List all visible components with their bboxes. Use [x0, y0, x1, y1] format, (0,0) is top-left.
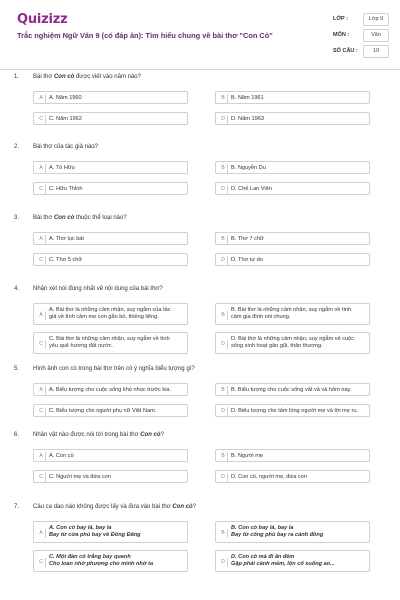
question-text [33, 366, 195, 372]
question-text-part: ? [192, 504, 197, 510]
option-text: D. Biểu tượng cho tấm lòng người mẹ và lời mẹ ru. [231, 408, 359, 414]
question-text-part: Bài thơ [33, 74, 54, 80]
meta-value-grade: Lớp 9 [363, 13, 389, 26]
option-letter-box: C [37, 340, 46, 349]
question-text [33, 286, 163, 292]
question-text-part: được viết vào năm nào? [74, 74, 141, 80]
option-letter-box: A [37, 529, 46, 538]
meta-row-question-count [333, 45, 393, 59]
option-text: D. Chế Lan Viên [231, 186, 272, 192]
worksheet-meta [333, 13, 393, 61]
option-letter-box: D [219, 473, 228, 482]
option-text-line: D. Con cò mà đi ăn đêm [231, 554, 295, 560]
option-letter-box: B [219, 386, 228, 395]
question-text-part: thuộc thể loại nào? [74, 215, 127, 221]
option-text-line: D. Bài thơ là những cảm nhận, suy ngẫm về cuộc [231, 336, 355, 342]
question-work-title: Con cò [53, 74, 75, 80]
option-letter-box: C [37, 185, 46, 194]
option-letter-box: C [37, 407, 46, 416]
answer-option-b[interactable] [215, 303, 370, 325]
answer-option-c[interactable] [33, 253, 188, 266]
option-text [231, 336, 366, 350]
answer-option-a[interactable] [33, 232, 188, 245]
header-divider [0, 69, 400, 70]
answer-option-b[interactable] [215, 521, 370, 543]
option-text [231, 525, 366, 539]
question-text-part: Câu ca dao nào không được lấy và đưa vào bài thơ [33, 504, 173, 510]
meta-label: SỐ CÂU : [333, 48, 358, 54]
answer-option-c[interactable] [33, 112, 188, 125]
option-letter-box: A [37, 164, 46, 173]
option-text [49, 336, 184, 350]
question-text [33, 432, 164, 438]
option-letter-box: A [37, 235, 46, 244]
answer-option-a[interactable] [33, 161, 188, 174]
option-text [231, 307, 366, 321]
option-letter-box: C [37, 256, 46, 265]
answer-option-a[interactable] [33, 91, 188, 104]
option-letter-box: A [37, 94, 46, 103]
question-number: 5. [14, 366, 20, 372]
option-text: D. Năm 1963 [231, 116, 264, 122]
option-text-line: Gặp phải cành mềm, lộn cổ xuống ao... [231, 561, 335, 567]
question-text-part: Hình ảnh con cò trong bài thơ trên có ý nghĩa biểu tượng gì? [33, 366, 195, 372]
answer-option-c[interactable] [33, 404, 188, 417]
question-work-title: Con cò [172, 504, 193, 510]
option-letter-box: D [219, 115, 228, 124]
meta-label: MÔN : [333, 32, 350, 38]
answer-option-d[interactable] [215, 470, 370, 483]
answer-option-d[interactable] [215, 182, 370, 195]
answer-option-a[interactable] [33, 303, 188, 325]
question-text [33, 215, 127, 221]
answer-option-b[interactable] [215, 232, 370, 245]
option-text: D. Con cò, người mẹ, đứa con [231, 474, 307, 480]
option-text [49, 525, 184, 539]
question-text-part: Bài thơ của tác giả nào? [33, 144, 98, 150]
question-work-title: Con cò [140, 432, 161, 438]
option-text-line: sống sinh hoạt gần gũi, thân thương. [231, 343, 323, 349]
option-text: B. Thơ 7 chữ [231, 236, 264, 242]
option-text-line: giả về tình cảm mẹ con gắn bó, thiêng liêng. [49, 314, 159, 320]
option-letter-box: C [37, 473, 46, 482]
option-letter-box: B [219, 235, 228, 244]
option-text-line: cảm gia đình nói chung. [231, 314, 291, 320]
option-text-line: B. Con cò bay lả, bay la [231, 525, 294, 531]
answer-option-c[interactable] [33, 332, 188, 354]
option-text: A. Năm 1960 [49, 95, 82, 101]
question-number: 7. [14, 504, 20, 510]
option-text [231, 554, 366, 568]
option-text-line: Bay từ cổng phủ bay ra cánh đồng [231, 532, 324, 538]
meta-label: LỚP : [333, 16, 348, 22]
option-letter-box: B [219, 452, 228, 461]
answer-option-d[interactable] [215, 112, 370, 125]
option-letter-box: A [37, 452, 46, 461]
question-number: 6. [14, 432, 20, 438]
question-text [33, 504, 196, 510]
option-text: A. Thơ lục bát [49, 236, 84, 242]
option-text: C. Thơ 5 chữ [49, 257, 83, 263]
option-letter-box: B [219, 529, 228, 538]
option-letter-box: B [219, 311, 228, 320]
question-number: 2. [14, 144, 20, 150]
option-letter-box: D [219, 256, 228, 265]
answer-option-a[interactable] [33, 449, 188, 462]
option-letter-box: A [37, 386, 46, 395]
answer-option-a[interactable] [33, 521, 188, 543]
meta-value-subject: Văn [363, 29, 389, 42]
option-text-line: Bay từ cửa phủ bay về Đồng Đăng [49, 532, 141, 538]
option-letter-box: D [219, 185, 228, 194]
option-letter-box: C [37, 558, 46, 567]
option-text-line: C. Một đàn cò trắng bay quanh [49, 554, 131, 560]
option-letter-box: A [37, 311, 46, 320]
meta-row-subject [333, 29, 393, 43]
option-text-line: A. Bài thơ là những cảm nhận, suy ngẫm của tác [49, 307, 171, 313]
option-text: D. Thơ tự do [231, 257, 263, 263]
question-text-part: Nhân vật nào được nói tới trong bài thơ [33, 432, 141, 438]
answer-option-a[interactable] [33, 383, 188, 396]
option-text: A. Biểu tượng cho cuộc sống khó nhọc trước kia. [49, 387, 172, 393]
answer-option-d[interactable] [215, 404, 370, 417]
option-letter-box: B [219, 94, 228, 103]
option-text: C. Hữu Thỉnh [49, 186, 83, 192]
option-text: B. Người mẹ [231, 453, 263, 459]
answer-option-c[interactable] [33, 470, 188, 483]
answer-option-d[interactable] [215, 253, 370, 266]
option-text: B. Biểu tượng cho cuộc sống vất vả và hôm nay. [231, 387, 352, 393]
answer-option-b[interactable] [215, 449, 370, 462]
question-number: 4. [14, 286, 20, 292]
question-number: 1. [14, 74, 20, 80]
option-text-line: Cho loan nhờ phượng cho mình nhờ ta [49, 561, 154, 567]
question-text [33, 74, 141, 80]
option-text: A. Con cò [49, 453, 74, 459]
option-text: A. Tố Hữu [49, 165, 75, 171]
question-text [33, 144, 98, 150]
answer-option-c[interactable] [33, 182, 188, 195]
option-letter-box: D [219, 407, 228, 416]
question-number: 3. [14, 215, 20, 221]
answer-option-c[interactable] [33, 550, 188, 572]
option-text-line: B. Bài thơ là những cảm nhận, suy ngẫm về tình [231, 307, 352, 313]
option-text-line: A. Con cò bay lả, bay la [49, 525, 112, 531]
question-work-title: Con cò [53, 215, 75, 221]
option-text: B. Nguyễn Du [231, 165, 266, 171]
answer-option-d[interactable] [215, 332, 370, 354]
meta-row-grade [333, 13, 393, 27]
option-text: B. Năm 1961 [231, 95, 264, 101]
option-text: C. Người mẹ và đứa con [49, 474, 111, 480]
option-letter-box: D [219, 558, 228, 567]
answer-option-b[interactable] [215, 161, 370, 174]
option-text: C. Năm 1962 [49, 116, 82, 122]
quizizz-logo: Quizizz [17, 12, 68, 27]
answer-option-d[interactable] [215, 550, 370, 572]
option-text [49, 554, 184, 568]
option-text-line: yêu quê hương đất nước. [49, 343, 113, 349]
option-letter-box: B [219, 164, 228, 173]
answer-option-b[interactable] [215, 91, 370, 104]
answer-option-b[interactable] [215, 383, 370, 396]
worksheet-title: Trắc nghiệm Ngữ Văn 9 (có đáp án): Tìm hiểu chung về bài thơ "Con Cò" [17, 31, 273, 40]
question-text-part: Bài thơ [33, 215, 54, 221]
option-letter-box: D [219, 340, 228, 349]
question-text-part: ? [160, 432, 164, 438]
option-letter-box: C [37, 115, 46, 124]
option-text-line: C. Bài thơ là những cảm nhận, suy ngẫm về tình [49, 336, 170, 342]
question-text-part: Nhận xét nói đúng nhất về nội dung của bài thơ? [33, 286, 163, 292]
option-text: C. Biểu tượng cho người phụ nữ Việt Nam. [49, 408, 157, 414]
option-text [49, 307, 184, 321]
worksheet-header [0, 0, 400, 70]
meta-value-question-count: 10 [363, 45, 389, 58]
